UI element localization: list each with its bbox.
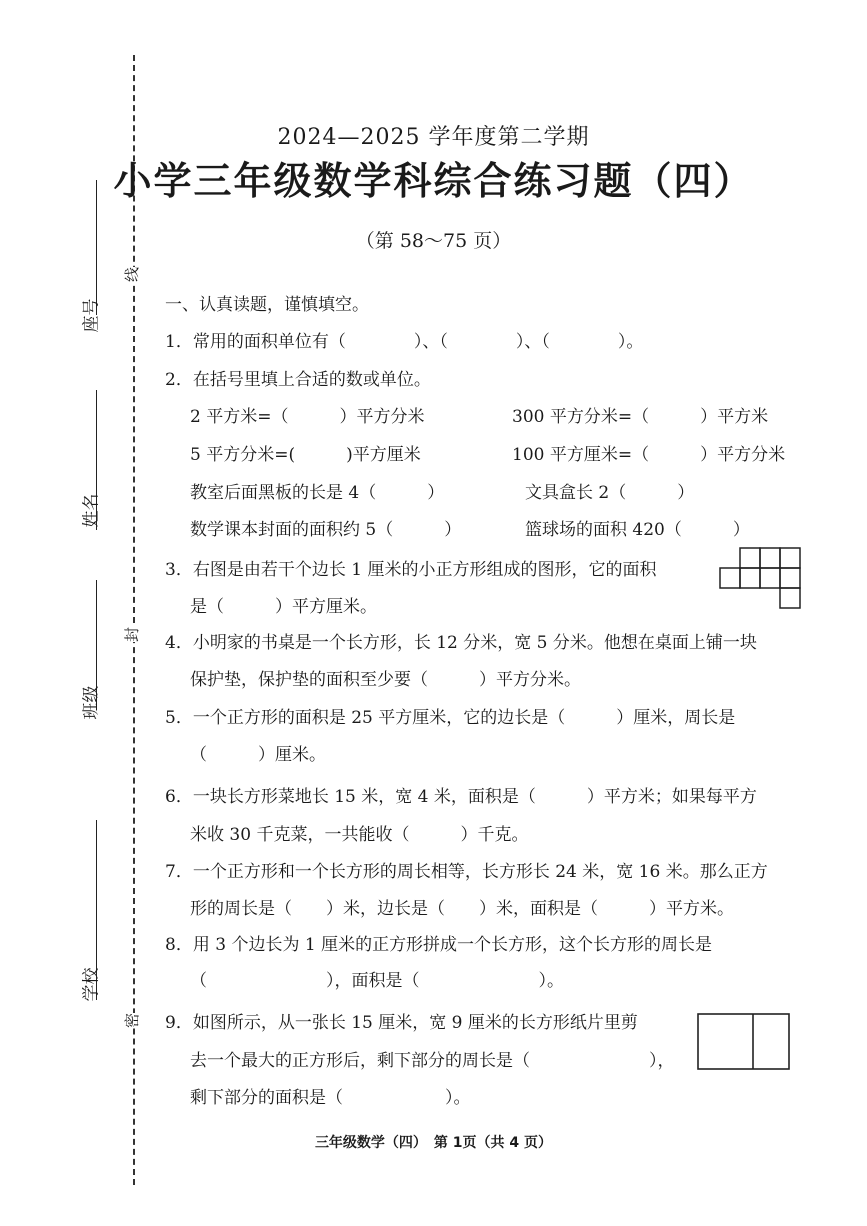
section-heading: 一、认真读题，谨慎填空。 bbox=[165, 295, 369, 315]
question-7-line-2: 形的周长是（ ）米，边长是（ ）米，面积是（ ）平方米。 bbox=[190, 899, 734, 919]
question-9-line-1: 9．如图所示，从一张长 15 厘米，宽 9 厘米的长方形纸片里剪 bbox=[165, 1013, 638, 1033]
page-title: 小学三年级数学科综合练习题（四） bbox=[113, 159, 754, 203]
question-8-line-1: 8．用 3 个边长为 1 厘米的正方形拼成一个长方形，这个长方形的周长是 bbox=[165, 935, 713, 955]
question-8-line-2: （ ），面积是（ ）。 bbox=[190, 971, 564, 991]
school-year: 2024—2025 学年度第二学期 bbox=[277, 125, 590, 150]
q2-item: 2 平方米=（ ）平方分米 bbox=[190, 407, 425, 427]
q2-item: 100 平方厘米=（ ）平方分米 bbox=[512, 445, 786, 465]
page-footer: 三年级数学（四） 第 1页（共 4 页） bbox=[314, 1135, 553, 1151]
q2-item: 300 平方分米=（ ）平方米 bbox=[512, 407, 769, 427]
q2-item: 数学课本封面的面积约 5（ ） bbox=[190, 520, 462, 540]
question-2: 2．在括号里填上合适的数或单位。 bbox=[165, 370, 431, 390]
q2-item: 篮球场的面积 420（ ） bbox=[525, 520, 750, 540]
q2-item: 教室后面黑板的长是 4（ ） bbox=[190, 483, 445, 503]
question-5-line-1: 5．一个正方形的面积是 25 平方厘米，它的边长是（ ）厘米，周长是 bbox=[165, 708, 736, 728]
question-3-line-2: 是（ ）平方厘米。 bbox=[190, 597, 377, 617]
class-label: 班级 bbox=[81, 685, 102, 720]
q2-item: 5 平方分米=( )平方厘米 bbox=[190, 445, 421, 465]
question-1: 1．常用的面积单位有（ ）、（ ）、（ ）。 bbox=[165, 332, 644, 352]
q2-item: 文具盒长 2（ ） bbox=[525, 483, 695, 503]
question-6-line-1: 6．一块长方形菜地长 15 米，宽 4 米，面积是（ ）平方米；如果每平方 bbox=[165, 787, 757, 807]
question-9-line-2: 去一个最大的正方形后，剩下部分的周长是（ ）， bbox=[190, 1051, 675, 1071]
square-grid-figure bbox=[718, 546, 802, 612]
cut-mark-secret: 密 bbox=[119, 1013, 144, 1028]
name-label: 姓名 bbox=[81, 493, 102, 528]
question-9-line-3: 剩下部分的面积是（ ）。 bbox=[190, 1088, 471, 1108]
question-4-line-2: 保护垫，保护垫的面积至少要（ ）平方分米。 bbox=[190, 670, 581, 690]
question-5-line-2: （ ）厘米。 bbox=[190, 745, 326, 765]
question-6-line-2: 米收 30 千克菜，一共能收（ ）千克。 bbox=[190, 825, 529, 845]
cut-mark-line: 线 bbox=[119, 267, 144, 282]
seat-label: 座号 bbox=[81, 298, 102, 333]
page-range: （第 58～75 页） bbox=[355, 230, 512, 252]
question-4-line-1: 4．小明家的书桌是一个长方形，长 12 分米，宽 5 分米。他想在桌面上铺一块 bbox=[165, 633, 757, 653]
question-7-line-1: 7．一个正方形和一个长方形的周长相等，长方形长 24 米，宽 16 米。那么正方 bbox=[165, 862, 768, 882]
question-3-line-1: 3．右图是由若干个边长 1 厘米的小正方形组成的图形，它的面积 bbox=[165, 560, 657, 580]
rectangle-cut-figure bbox=[696, 1012, 792, 1072]
school-label: 学校 bbox=[81, 967, 102, 1002]
cut-mark-seal: 封 bbox=[119, 627, 144, 642]
